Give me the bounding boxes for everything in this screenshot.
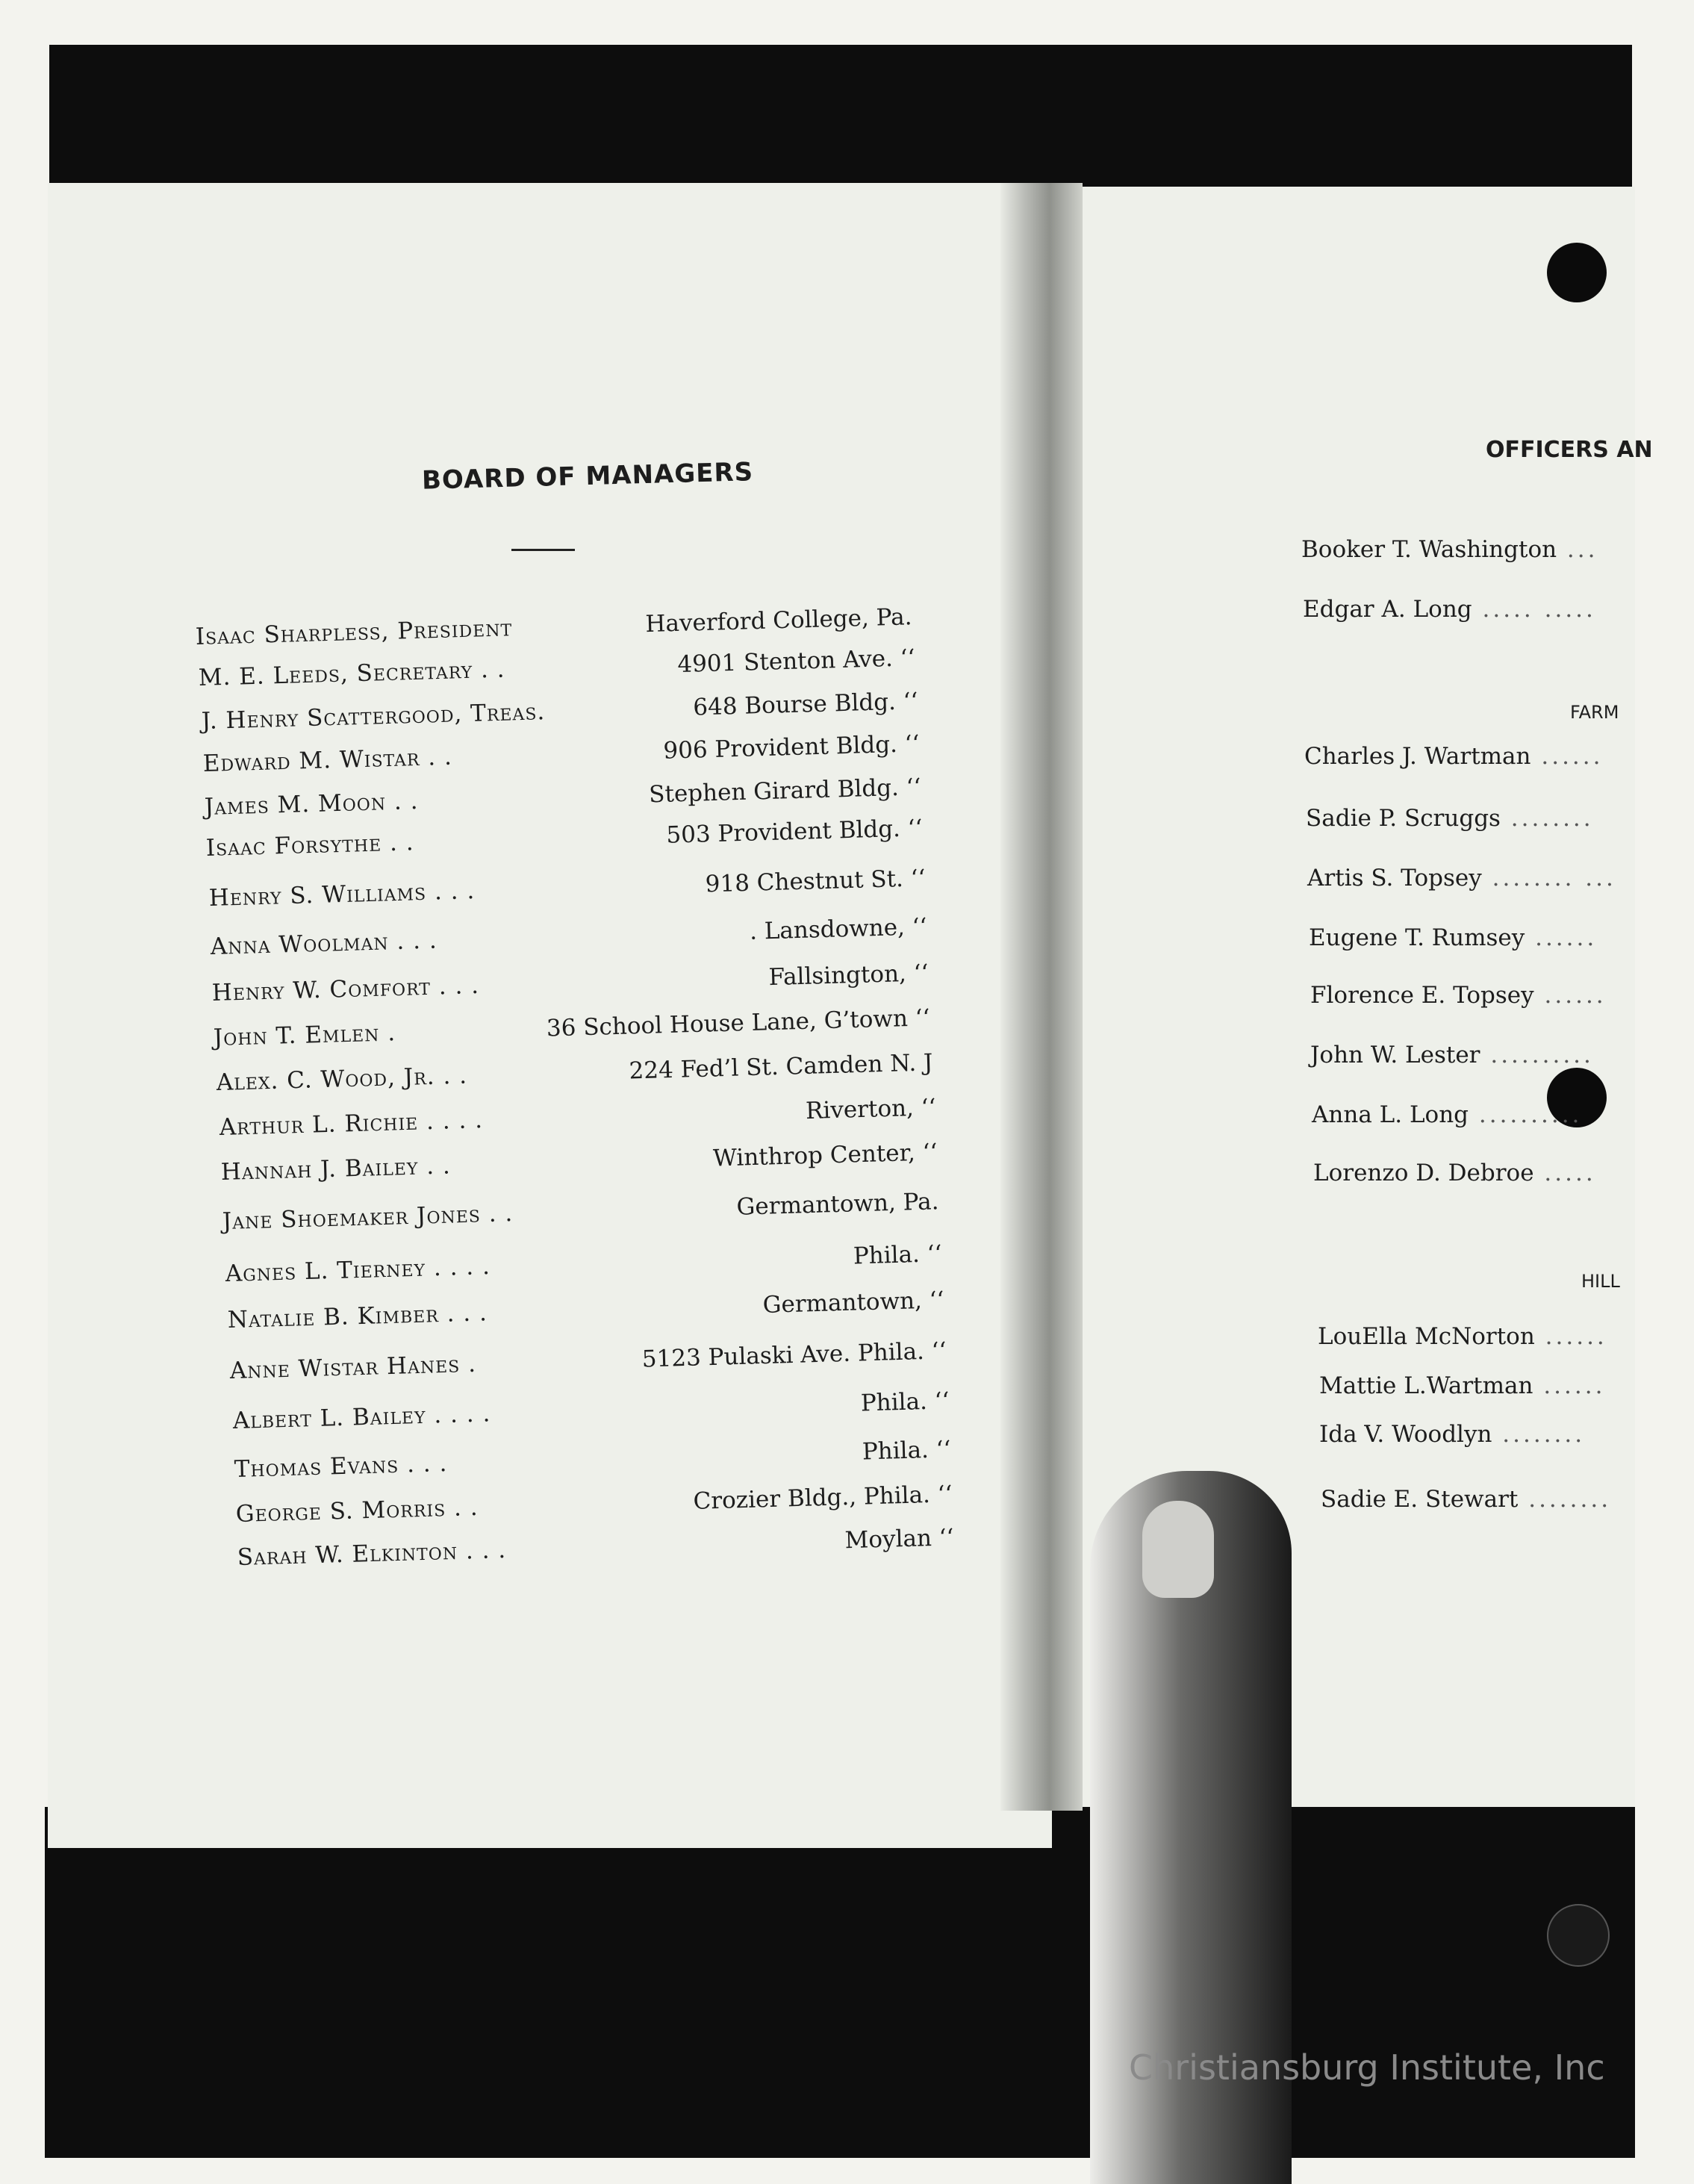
staff-name: LouElla McNorton [1318, 1323, 1535, 1350]
manager-name: Henry W. Comfort . . . [211, 972, 480, 1007]
staff-row [1307, 865, 1636, 892]
staff-row [1318, 1323, 1646, 1350]
manager-name: George S. Morris . . [235, 1493, 479, 1528]
leader-dots: ........ ... [1481, 865, 1616, 892]
section-label-hill: HILL [1581, 1271, 1620, 1292]
leader-dots: ...... [1534, 1323, 1607, 1350]
manager-name: James M. Moon . . [204, 788, 419, 821]
manager-name: Thomas Evans . . . [234, 1450, 448, 1483]
manager-address: Phila. ‘‘ [862, 1436, 951, 1466]
section-label-farm: FARM [1570, 702, 1619, 723]
staff-name: Charles J. Wartman [1304, 743, 1531, 770]
manager-name: Isaac Forsythe . . [205, 829, 415, 862]
staff-row [1310, 1042, 1639, 1068]
title-rule [511, 549, 575, 551]
manager-address: 36 School House Lane, G’town ‘‘ [546, 1004, 930, 1042]
staff-name: Booker T. Washington [1301, 536, 1557, 563]
leader-dots: ... [1557, 536, 1598, 563]
staff-row [1303, 596, 1631, 623]
punch-hole-bottom [1547, 1904, 1610, 1967]
manager-address: Crozier Bldg., Phila. ‘‘ [693, 1481, 953, 1515]
officers-title: OFFICERS AN [1486, 437, 1653, 463]
manager-address: Stephen Girard Bldg. ‘‘ [648, 774, 921, 809]
manager-name: M. E. Leeds, Secretary . . [198, 656, 506, 691]
leader-dots: ...... [1530, 743, 1604, 770]
staff-row [1312, 1101, 1640, 1128]
leader-dots: ..... [1533, 1160, 1596, 1186]
manager-address: Phila. ‘‘ [860, 1387, 950, 1417]
staff-name: Sadie P. Scruggs [1306, 805, 1501, 832]
manager-name: Anna Woolman . . . [210, 927, 438, 960]
staff-name: John W. Lester [1310, 1042, 1480, 1068]
staff-name: Eugene T. Rumsey [1309, 924, 1525, 951]
manager-address: 4901 Stenton Ave. ‘‘ [676, 644, 915, 679]
manager-address: Germantown, ‘‘ [762, 1287, 944, 1319]
leader-dots: ........ [1492, 1421, 1586, 1448]
manager-name: J. Henry Scattergood, Treas. [201, 698, 546, 735]
manager-address: Winthrop Center, ‘‘ [712, 1139, 938, 1172]
staff-name: Lorenzo D. Debroe [1313, 1160, 1534, 1186]
manager-address: 224 Fed’l St. Camden N. J [629, 1049, 933, 1085]
manager-name: Henry S. Williams . . . [208, 877, 476, 912]
staff-row [1304, 743, 1633, 770]
manager-name: Alex. C. Wood, Jr. . . [216, 1062, 468, 1096]
leader-dots: ...... [1525, 924, 1598, 951]
manager-name: Sarah W. Elkinton . . . [237, 1536, 507, 1571]
manager-name: Edward M. Wistar . . [202, 743, 453, 777]
manager-address: . Lansdowne, ‘‘ [749, 913, 927, 945]
leader-dots: ........ [1518, 1486, 1612, 1513]
manager-name: Jane Shoemaker Jones . . [222, 1200, 514, 1235]
leader-dots: ........ [1500, 805, 1594, 832]
staff-name: Edgar A. Long [1303, 596, 1472, 623]
manager-address: Germantown, Pa. [736, 1188, 939, 1221]
manager-address: 5123 Pulaski Ave. Phila. ‘‘ [641, 1337, 947, 1373]
staff-row [1321, 1486, 1649, 1513]
manager-name: John T. Emlen . [213, 1019, 396, 1051]
manager-address: 906 Provident Bldg. ‘‘ [662, 730, 920, 765]
manager-address: 648 Bourse Bldg. ‘‘ [692, 688, 918, 721]
staff-name: Florence E. Topsey [1310, 982, 1534, 1009]
thumbnail-shape [1142, 1501, 1214, 1598]
dark-background-corner [1269, 1807, 1635, 2158]
manager-name: Natalie B. Kimber . . . [227, 1299, 488, 1334]
manager-address: 503 Provident Bldg. ‘‘ [665, 815, 923, 849]
staff-row [1313, 1160, 1642, 1186]
manager-address: Fallsington, ‘‘ [768, 959, 929, 992]
staff-row [1319, 1421, 1648, 1448]
manager-name: Isaac Sharpless, President [195, 615, 513, 650]
board-title: BOARD OF MANAGERS [421, 457, 754, 496]
leader-dots: .......... [1469, 1101, 1583, 1128]
staff-name: Artis S. Topsey [1307, 865, 1482, 892]
manager-address: Phila. ‘‘ [853, 1240, 942, 1270]
staff-row [1310, 982, 1639, 1009]
staff-name: Sadie E. Stewart [1321, 1486, 1519, 1513]
staff-name: Mattie L.Wartman [1319, 1372, 1533, 1399]
watermark: Christiansburg Institute, Inc [1129, 2047, 1605, 2088]
punch-hole-top [1547, 243, 1607, 302]
manager-name: Agnes L. Tierney . . . . [225, 1253, 491, 1287]
staff-row [1319, 1372, 1648, 1399]
leader-dots: .......... [1480, 1042, 1594, 1068]
leader-dots: ...... [1533, 982, 1607, 1009]
manager-address: 918 Chestnut St. ‘‘ [705, 865, 926, 898]
manager-name: Anne Wistar Hanes . [229, 1350, 477, 1384]
manager-name: Arthur L. Richie . . . . [219, 1107, 484, 1141]
staff-row [1306, 805, 1634, 832]
manager-name: Hannah J. Bailey . . [220, 1152, 452, 1186]
manager-name: Albert L. Bailey . . . . [232, 1400, 491, 1434]
book-gutter [1000, 183, 1083, 1811]
leader-dots: ...... [1533, 1372, 1606, 1399]
leader-dots: ..... ..... [1472, 596, 1596, 623]
manager-address: Moylan ‘‘ [844, 1524, 954, 1555]
staff-name: Ida V. Woodlyn [1319, 1421, 1492, 1448]
manager-address: Haverford College, Pa. [644, 603, 912, 638]
staff-row [1309, 924, 1637, 951]
dark-background-top [49, 45, 1632, 190]
manager-address: Riverton, ‘‘ [805, 1094, 936, 1125]
staff-row [1301, 536, 1630, 563]
staff-name: Anna L. Long [1312, 1101, 1469, 1128]
